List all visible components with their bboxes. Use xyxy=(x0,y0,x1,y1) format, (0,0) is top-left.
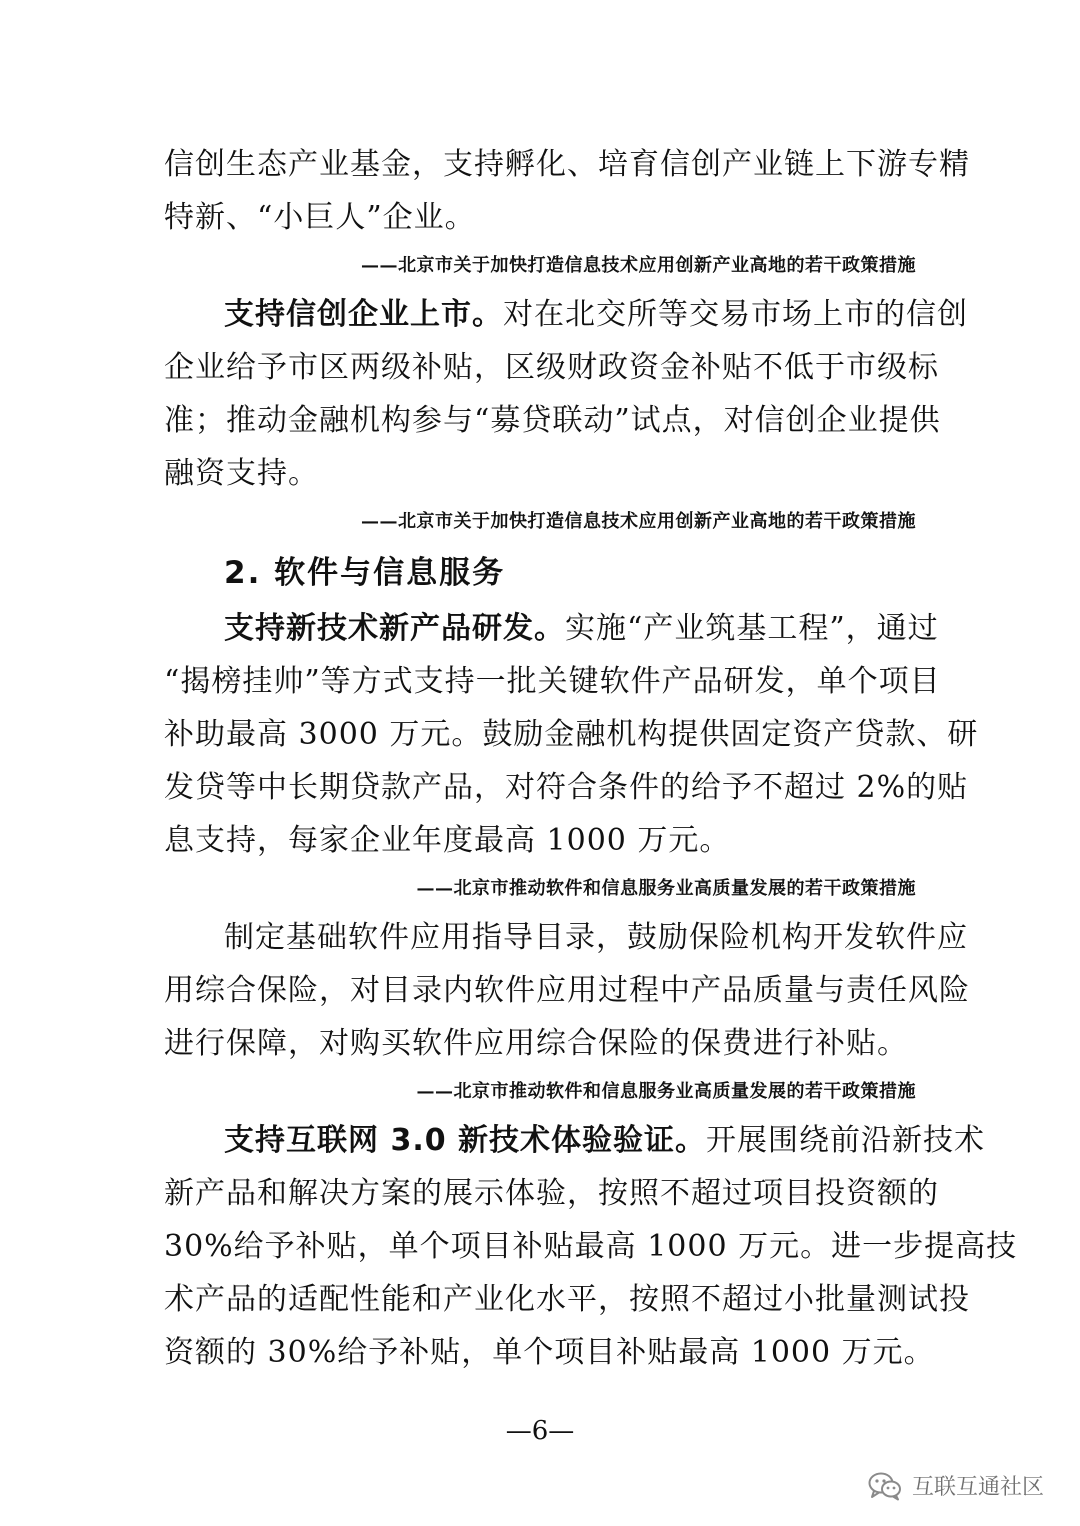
paragraph-line: 支持信创企业上市。对在北交所等交易市场上市的信创 xyxy=(224,297,968,332)
policy-source: ——北京市关于加快打造信息技术应用创新产业高地的若干政策措施 xyxy=(361,255,916,276)
policy-source: ——北京市推动软件和信息服务业高质量发展的若干政策措施 xyxy=(416,1081,916,1102)
paragraph-lead: 支持新技术新产品研发。 xyxy=(224,611,565,646)
paragraph-line: 息支持，每家企业年度最高 1000 万元。 xyxy=(164,823,731,858)
paragraph-line: 融资支持。 xyxy=(164,456,319,491)
paragraph-line: 特新、“小巨人”企业。 xyxy=(164,200,476,235)
document-body xyxy=(164,138,1018,1379)
policy-source: ——北京市推动软件和信息服务业高质量发展的若干政策措施 xyxy=(416,878,916,899)
watermark xyxy=(868,1470,1044,1501)
paragraph-line: 术产品的适配性能和产业化水平，按照不超过小批量测试投 xyxy=(164,1282,970,1317)
paragraph-line: 用综合保险，对目录内软件应用过程中产品质量与责任风险 xyxy=(164,973,970,1008)
paragraph-line: 补助最高 3000 万元。鼓励金融机构提供固定资产贷款、研 xyxy=(164,717,979,752)
paragraph-line: 准；推动金融机构参与“募贷联动”试点，对信创企业提供 xyxy=(164,403,941,438)
paragraph-line: 制定基础软件应用指导目录，鼓励保险机构开发软件应 xyxy=(224,920,968,955)
paragraph-line: 企业给予市区两级补贴，区级财政资金补贴不低于市级标 xyxy=(164,350,939,385)
section-heading: 2. 软件与信息服务 xyxy=(224,555,506,591)
wechat-icon xyxy=(868,1471,902,1501)
paragraph-line: 支持互联网 3.0 新技术体验验证。开展围绕前沿新技术 xyxy=(224,1123,986,1158)
paragraph-line: 30%给予补贴，单个项目补贴最高 1000 万元。进一步提高技 xyxy=(164,1229,1018,1264)
policy-source: ——北京市关于加快打造信息技术应用创新产业高地的若干政策措施 xyxy=(361,511,916,532)
paragraph-line: 新产品和解决方案的展示体验，按照不超过项目投资额的 xyxy=(164,1176,939,1211)
paragraph-line: 资额的 30%给予补贴，单个项目补贴最高 1000 万元。 xyxy=(164,1335,935,1370)
paragraph-line: 发贷等中长期贷款产品，对符合条件的给予不超过 2%的贴 xyxy=(164,770,969,805)
paragraph-line: “揭榜挂帅”等方式支持一批关键软件产品研发，单个项目 xyxy=(164,664,941,699)
paragraph-lead: 支持信创企业上市。 xyxy=(224,297,503,332)
watermark-text: 互联互通社区 xyxy=(911,1475,1044,1500)
page-number: —6— xyxy=(505,1416,575,1446)
paragraph-line: 信创生态产业基金，支持孵化、培育信创产业链上下游专精 xyxy=(164,147,970,182)
paragraph-lead: 支持互联网 3.0 新技术体验验证。 xyxy=(224,1123,707,1158)
paragraph-line: 进行保障，对购买软件应用综合保险的保费进行补贴。 xyxy=(164,1026,908,1061)
paragraph-line: 支持新技术新产品研发。实施“产业筑基工程”，通过 xyxy=(224,611,939,646)
